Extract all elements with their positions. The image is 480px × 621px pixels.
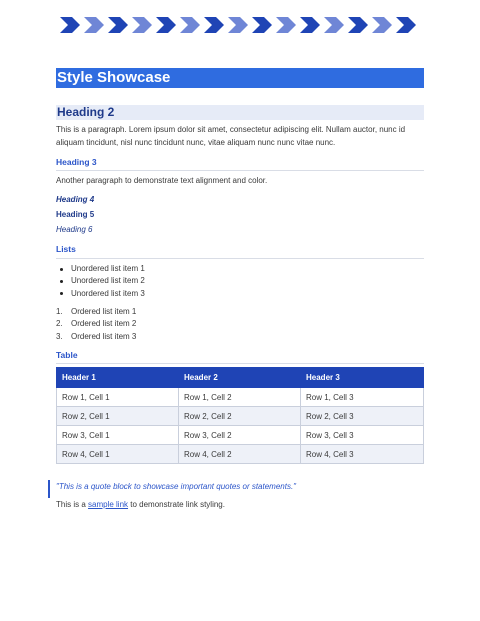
- ordered-list-marker: 3.: [56, 331, 63, 341]
- quote-border: [48, 480, 50, 498]
- heading-3-rule: [56, 170, 424, 171]
- heading-6: Heading 6: [56, 225, 93, 234]
- lists-heading-rule: [56, 258, 424, 259]
- heading-5: Heading 5: [56, 210, 95, 219]
- table-cell: Row 2, Cell 3: [301, 407, 424, 426]
- table-row: [57, 426, 424, 445]
- chevron-icon: [252, 17, 272, 33]
- chevron-icon: [108, 17, 128, 33]
- ordered-list-item: Ordered list item 3: [71, 331, 137, 341]
- chevron-icon: [372, 17, 392, 33]
- bullet-icon: [60, 292, 63, 295]
- table-cell: Row 1, Cell 1: [57, 388, 179, 407]
- table-heading-rule: [56, 363, 424, 364]
- bullet-icon: [60, 268, 63, 271]
- chevron-icon: [348, 17, 368, 33]
- table-cell: Row 4, Cell 1: [57, 445, 179, 464]
- table-cell: Row 2, Cell 2: [179, 407, 301, 426]
- table-cell: Row 1, Cell 2: [179, 388, 301, 407]
- table-cell: Row 3, Cell 3: [301, 426, 424, 445]
- lists-heading: Lists: [56, 244, 76, 254]
- ordered-list-marker: 1.: [56, 307, 63, 316]
- chevron-icon: [180, 17, 200, 33]
- chevron-icon: [156, 17, 176, 33]
- data-table: [56, 367, 424, 464]
- paragraph-2: Another paragraph to demonstrate text alignment and color.: [56, 176, 268, 185]
- chevron-icon: [204, 17, 224, 33]
- link-prefix: This is a: [56, 500, 89, 509]
- table-heading: Table: [56, 350, 78, 360]
- table-cell: Row 3, Cell 2: [179, 426, 301, 445]
- table-header-row: [57, 368, 424, 388]
- table-header-cell: Header 2: [179, 368, 301, 388]
- table-cell: Row 1, Cell 3: [301, 388, 424, 407]
- link-paragraph: [56, 499, 225, 511]
- ordered-list-item: Ordered list item 1: [71, 307, 137, 316]
- heading-2: Heading 2: [56, 105, 424, 120]
- heading-3: Heading 3: [56, 157, 97, 167]
- ordered-list-marker: 2.: [56, 319, 63, 328]
- table-header-cell: Header 1: [57, 368, 179, 388]
- chevron-icon: [324, 17, 344, 33]
- chevron-icon: [276, 17, 296, 33]
- chevron-icon: [396, 17, 416, 33]
- table-header-cell: Header 3: [301, 368, 424, 388]
- chevron-icon: [84, 17, 104, 33]
- chevron-icon: [132, 17, 152, 33]
- bullet-icon: [60, 280, 63, 283]
- page-title: Style Showcase: [56, 68, 424, 88]
- ordered-list-item: Ordered list item 2: [71, 319, 137, 328]
- table-cell: Row 4, Cell 2: [179, 445, 301, 464]
- unordered-list-item: Unordered list item 1: [71, 264, 145, 273]
- quote-block: "This is a quote block to showcase important quotes or statements.": [56, 482, 297, 491]
- chevron-banner: [60, 17, 416, 33]
- chevron-icon: [300, 17, 320, 33]
- table-cell: Row 2, Cell 1: [57, 407, 179, 426]
- paragraph-1: This is a paragraph. Lorem ipsum dolor sit amet, consectetur adipiscing elit. Nullam auctor, nunc id aliquam tincidunt, nisl nunc tincidunt nunc, vitae aliquam nunc nunc vitae nunc.: [56, 125, 406, 147]
- chevron-icon: [228, 17, 248, 33]
- table-row: [57, 388, 424, 407]
- chevron-icon: [60, 17, 80, 33]
- table-row: [57, 445, 424, 464]
- table-cell: Row 4, Cell 3: [301, 445, 424, 464]
- table-row: [57, 407, 424, 426]
- link-suffix: to demonstrate link styling.: [128, 500, 225, 509]
- unordered-list-item: Unordered list item 2: [71, 276, 145, 285]
- sample-link[interactable]: sample link: [88, 500, 129, 509]
- table-cell: Row 3, Cell 1: [57, 426, 179, 445]
- heading-4: Heading 4: [56, 195, 95, 204]
- unordered-list-item: Unordered list item 3: [71, 288, 145, 298]
